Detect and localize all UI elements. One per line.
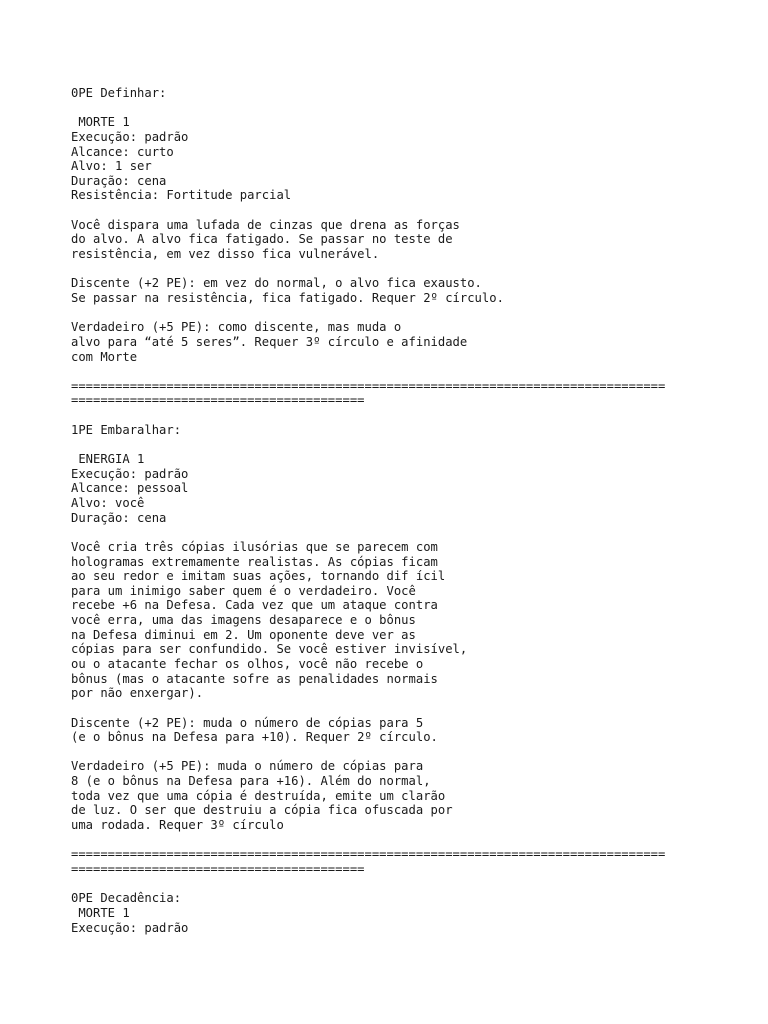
text-line: você erra, uma das imagens desaparece e o bônus [71,613,416,628]
text-line: bônus (mas o atacante sofre as penalidades normais [71,671,438,686]
blank-line [71,408,761,423]
text-line: resistência, em vez disso fica vulnerável. [71,247,380,262]
text-line: hologramas extremamente realistas. As cópias ficam [71,554,438,569]
text-line: por não enxergar). [71,686,204,701]
text-line: Alcance: pessoal [71,481,189,496]
text-line: na Defesa diminui em 2. Um oponente deve ver as [71,627,416,642]
separator-line: ================================================================================= [71,847,666,862]
text-line: Resistência: Fortitude parcial [71,188,292,203]
blank-line [71,306,761,321]
text-line: ou o atacante fechar os olhos, você não recebe o [71,656,424,671]
blank-line [71,101,761,116]
text-line: Execução: padrão [71,129,189,144]
text-line: Se passar na resistência, fica fatigado. Requer 2º círculo. [71,290,504,305]
text-line: (e o bônus na Defesa para +10). Requer 2º círculo. [71,730,438,745]
text-line: Alvo: você [71,495,145,510]
blank-line [71,701,761,716]
text-line: Você dispara uma lufada de cinzas que drena as forças [71,217,460,232]
blank-line [71,877,761,892]
text-line: Execução: padrão [71,466,189,481]
text-line: 1PE Embaralhar: [71,422,182,437]
text-line: ao seu redor e imitam suas ações, tornando dif ícil [71,569,446,584]
blank-line [71,437,761,452]
text-line: Verdadeiro (+5 PE): como discente, mas muda o [71,320,402,335]
text-line: cópias para ser confundido. Se você estiver invisível, [71,642,468,657]
text-line: MORTE 1 [71,905,130,920]
text-line: 0PE Decadência: [71,891,182,906]
blank-line [71,203,761,218]
blank-line [71,262,761,277]
text-line: de luz. O ser que destruiu a cópia fica ofuscada por [71,803,453,818]
text-line: Execução: padrão [71,920,189,935]
text-line: alvo para “até 5 seres”. Requer 3º círculo e afinidade [71,334,468,349]
separator-line: ================================================================================= [71,378,666,393]
blank-line [71,833,761,848]
text-line: 8 (e o bônus na Defesa para +16). Além do normal, [71,774,431,789]
text-line: 0PE Definhar: [71,86,167,100]
text-line: toda vez que uma cópia é destruída, emite um clarão [71,788,446,803]
text-line: Duração: cena [71,173,167,188]
text-line: Alcance: curto [71,144,174,159]
text-line: Alvo: 1 ser [71,159,152,174]
text-line: do alvo. A alvo fica fatigado. Se passar no teste de [71,232,453,247]
text-line: Duração: cena [71,510,167,525]
separator-line: ======================================== [71,393,365,408]
text-line: Verdadeiro (+5 PE): muda o número de cópias para [71,759,424,774]
text-line: recebe +6 na Defesa. Cada vez que um ataque contra [71,598,438,613]
text-line: Discente (+2 PE): muda o número de cópias para 5 [71,715,424,730]
text-line: uma rodada. Requer 3º círculo [71,818,284,833]
blank-line [71,525,761,540]
blank-line [71,364,761,379]
text-line: para um inimigo saber quem é o verdadeiro. Você [71,583,416,598]
text-line: MORTE 1 [71,115,130,130]
text-line: ENERGIA 1 [71,452,145,467]
separator-line: ======================================== [71,861,365,876]
text-line: Você cria três cópias ilusórias que se parecem com [71,539,438,554]
blank-line [71,745,761,760]
text-line: Discente (+2 PE): em vez do normal, o alvo fica exausto. [71,276,482,291]
text-line: com Morte [71,349,138,364]
document-page [71,86,761,935]
